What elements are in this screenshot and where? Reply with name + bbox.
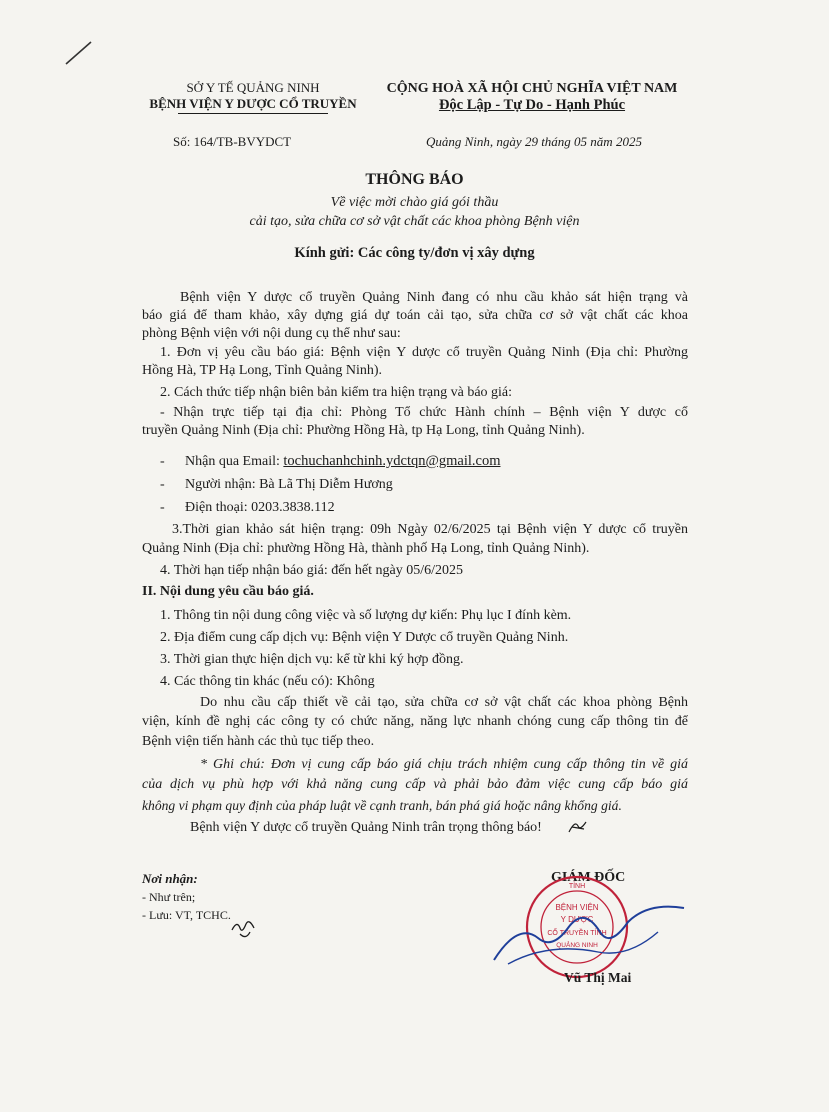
issuing-organization xyxy=(140,80,366,114)
intro-line-1: Bệnh viện Y dược cổ truyền Quảng Ninh đang có nhu cầu khảo sát hiện trạng và xyxy=(180,290,688,305)
seal-line-1: BỆNH VIỆN xyxy=(555,903,599,912)
closing-line-3: Bệnh viện tiến hành các thủ tục tiếp theo. xyxy=(142,734,375,749)
org-underline xyxy=(178,113,328,114)
section-2-item-3: 3. Thời gian thực hiện dịch vụ: kể từ khi ký hợp đồng. xyxy=(160,652,464,667)
section-2-item-1: 1. Thông tin nội dung công việc và số lượng dự kiến: Phụ lục I đính kèm. xyxy=(160,608,572,623)
org-parent: SỞ Y TẾ QUẢNG NINH xyxy=(186,80,320,95)
item-2a-line-1: - Nhận trực tiếp tại địa chỉ: Phòng Tổ chức Hành chính – Bệnh viện Y dược cổ xyxy=(160,405,688,420)
handwritten-signature-icon xyxy=(488,892,688,972)
seal-top-text: TỈNH xyxy=(568,883,586,890)
recipient-item-2: - Lưu: VT, TCHC. xyxy=(142,908,231,922)
section-2-item-2: 2. Địa điểm cung cấp dịch vụ: Bệnh viện Y Dược cổ truyền Quảng Ninh. xyxy=(160,630,569,645)
note-line-1: * Ghi chú: Đơn vị cung cấp báo giá chịu trách nhiệm cung cấp thông tin về giá xyxy=(200,757,688,772)
note-line-2: của dịch vụ phù hợp với khả năng cung cấp và phải bảo đảm việc cung cấp báo giá xyxy=(142,777,688,792)
section-2-item-4: 4. Các thông tin khác (nếu có): Không xyxy=(160,674,375,689)
document-subtitle-2: cải tạo, sửa chữa cơ sở vật chất các khoa phòng Bệnh viện xyxy=(249,214,580,229)
document-title: THÔNG BÁO xyxy=(365,171,464,188)
seal-line-2: Y DƯỢC xyxy=(560,915,594,924)
recipients-title: Nơi nhận: xyxy=(142,871,198,886)
nation-motto: Độc Lập - Tự Do - Hạnh Phúc xyxy=(438,97,626,113)
intro-line-2: báo giá để tham khảo, xây dựng giá dự toán cải tạo, sửa chữa cơ sở vật chất các khoa xyxy=(142,308,688,323)
initial-mark-icon xyxy=(566,818,590,836)
national-heading xyxy=(378,80,686,114)
signer-name: Vũ Thị Mai xyxy=(564,970,632,985)
recipient-line: - Người nhận: Bà Lã Thị Diễm Hương xyxy=(160,477,393,492)
recipient-item-1: - Như trên; xyxy=(142,890,196,904)
addressee: Kính gửi: Các công ty/đơn vị xây dựng xyxy=(294,245,535,261)
email-line: - Nhận qua Email: tochuchanhchinh.ydctqn@gmail.com xyxy=(160,453,501,469)
signer-title: GIÁM ĐỐC xyxy=(551,870,626,885)
closing-line-1: Do nhu cầu cấp thiết về cải tạo, sửa chữa cơ sở vật chất các khoa phòng Bệnh xyxy=(200,695,688,710)
item-3-line-2: Quảng Ninh (Địa chỉ: phường Hồng Hà, thành phố Hạ Long, tỉnh Quảng Ninh). xyxy=(142,541,590,556)
seal-line-4: QUẢNG NINH xyxy=(556,942,598,949)
nation-name: CỘNG HOÀ XÃ HỘI CHỦ NGHĨA VIỆT NAM xyxy=(386,81,678,96)
phone-line: - Điện thoại: 0203.3838.112 xyxy=(160,500,335,515)
item-1-line-1: 1. Đơn vị yêu cầu báo giá: Bệnh viện Y dược cổ truyền Quảng Ninh (Địa chỉ: Phường xyxy=(160,345,688,360)
item-2a-line-2: truyền Quảng Ninh (Địa chỉ: Phường Hồng Hà, tp Hạ Long, tỉnh Quảng Ninh). xyxy=(142,423,585,438)
closing-line-2: viện, kính đề nghị các công ty có chức năng, năng lực nhanh chóng cung cấp thông tin để xyxy=(142,714,688,729)
document-date: Quảng Ninh, ngày 29 tháng 05 năm 2025 xyxy=(426,134,642,149)
phone-number: Điện thoại: 0203.3838.112 xyxy=(185,500,335,515)
initial-signature-icon xyxy=(230,916,260,942)
section-2-heading: II. Nội dung yêu cầu báo giá. xyxy=(142,584,314,599)
document-number: Số: 164/TB-BVYDCT xyxy=(173,134,292,149)
email-label: Nhận qua Email: xyxy=(185,454,284,469)
thanks-line: Bệnh viện Y dược cổ truyền Quảng Ninh trân trọng thông báo! xyxy=(190,820,542,835)
item-4: 4. Thời hạn tiếp nhận báo giá: đến hết ngày 05/6/2025 xyxy=(160,563,464,578)
item-2: 2. Cách thức tiếp nhận biên bản kiểm tra hiện trạng và báo giá: xyxy=(160,385,513,400)
intro-line-3: phòng Bệnh viện với nội dung cụ thể như sau: xyxy=(142,326,401,341)
recipient-name: Người nhận: Bà Lã Thị Diễm Hương xyxy=(185,477,393,492)
document-subtitle-1: Về việc mời chào giá gói thầu xyxy=(330,195,499,210)
recipients-block xyxy=(142,871,231,923)
item-3-line-1: 3.Thời gian khảo sát hiện trạng: 09h Ngày 02/6/2025 tại Bệnh viện Y dược cổ truyền xyxy=(172,522,688,537)
pen-mark-icon xyxy=(64,40,94,66)
org-name: BỆNH VIỆN Y DƯỢC CỔ TRUYỀN xyxy=(149,96,357,111)
email-link[interactable]: tochuchanhchinh.ydctqn@gmail.com xyxy=(283,453,501,469)
item-1-line-2: Hồng Hà, TP Hạ Long, Tỉnh Quảng Ninh). xyxy=(142,363,383,378)
seal-line-3: CỔ TRUYỀN TỈNH xyxy=(547,930,607,937)
note-line-3: không vi phạm quy định của pháp luật về cạnh tranh, bán phá giá hoặc nâng khống giá. xyxy=(142,798,622,813)
